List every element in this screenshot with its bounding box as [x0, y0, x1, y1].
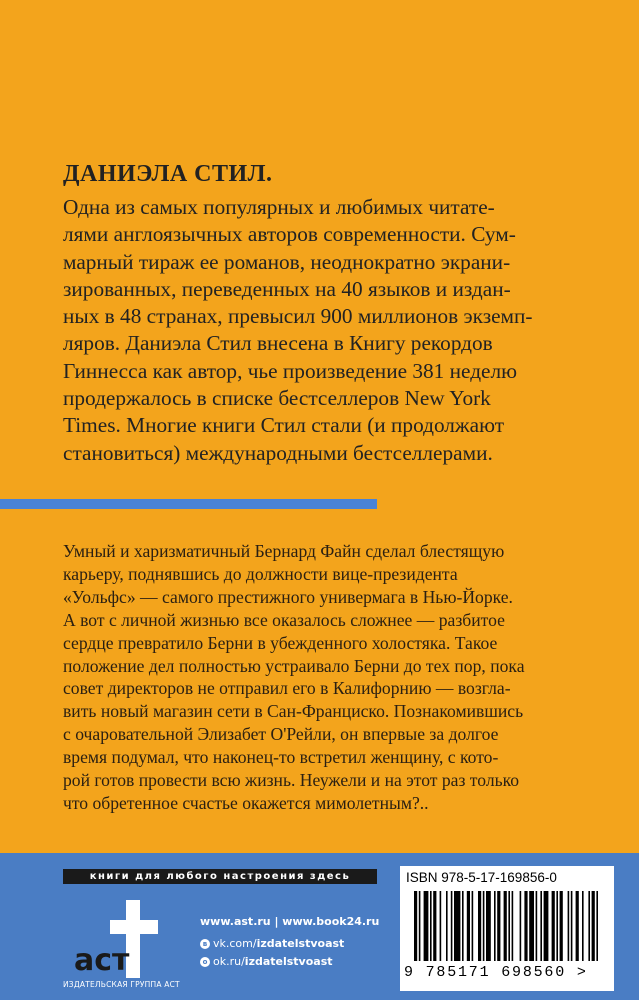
annotation-line: Умный и харизматичный Бернард Файн сделал блестящую — [63, 541, 505, 561]
bio-line: лями англоязычных авторов современности. Сум- — [63, 222, 516, 247]
bio-line: Одна из самых популярных и любимых читате- — [63, 195, 495, 219]
barcode-bar — [483, 891, 485, 961]
bio-line: продержалось в списке бестселлеров New York — [63, 386, 491, 411]
barcode-bar — [433, 891, 436, 961]
barcode-bar — [494, 891, 496, 961]
annotation-line: с очаровательной Элизабет О'Рейли, он впервые за долгое — [63, 724, 499, 745]
annotation-line: что обретенное счастье окажется мимолетным?.. — [63, 792, 429, 813]
barcode-bar — [544, 891, 549, 961]
annotation-line: сердце превратило Берни в убежденного холостяка. Такое — [63, 632, 498, 653]
annotation-line: время подумал, что наконец-то встретил женщину, с кото- — [63, 747, 499, 768]
barcode-bar — [440, 891, 442, 961]
tagline-banner: книги для любого настроения здесь — [63, 869, 377, 884]
barcode-bar — [576, 891, 579, 961]
ok-icon: о — [200, 957, 210, 967]
publisher-sites[interactable]: www.ast.ru | www.book24.ru — [200, 915, 380, 928]
author-block — [63, 158, 583, 467]
barcode-bar — [568, 891, 570, 961]
barcode-bar — [560, 891, 563, 961]
ok-link[interactable] — [200, 955, 333, 968]
annotation-line: вить новый магазин сети в Сан-Франциско. Познакомившись — [63, 701, 524, 722]
barcode-bar — [419, 891, 421, 961]
annotation-line: положение дел полностью устраивало Берни до тех пор, пока — [63, 655, 525, 676]
annotation-line: карьеру, поднявшись до должности вице-президента — [63, 563, 458, 584]
vk-icon: в — [200, 939, 210, 949]
barcode-bar — [552, 891, 555, 961]
barcode-bar — [424, 891, 429, 961]
bio-line: зированных, переведенных на 40 языков и издан- — [63, 276, 511, 301]
barcode-bar — [571, 891, 573, 961]
barcode-bar — [497, 891, 500, 961]
bio-line: Times. Многие книги Стил стали (и продолжают — [63, 413, 505, 438]
barcode-bar — [582, 891, 584, 961]
barcode-bar — [540, 891, 542, 961]
barcode-bar — [592, 891, 595, 961]
bio-line: Гиннесса как автор, чье произведение 381 неделю — [63, 358, 518, 383]
barcode-bar — [529, 891, 534, 961]
annotation-line: совет директоров не отправил его в Калифорнию — возгла- — [63, 678, 511, 699]
bio-line: ляров. Даниэла Стил внесена в Книгу рекордов — [63, 331, 493, 356]
barcode-bar — [520, 891, 522, 961]
logo-caption: ИЗДАТЕЛЬСКАЯ ГРУППА АСТ — [63, 980, 180, 989]
bio-line: становиться) международными бестселлерами. — [63, 440, 493, 465]
barcode-bar — [454, 891, 460, 961]
accent-divider — [0, 499, 377, 509]
author-bio — [63, 194, 583, 467]
ast-logo — [70, 898, 160, 990]
barcode-bar — [512, 891, 514, 961]
barcode-bar — [588, 891, 590, 961]
barcode-bar — [446, 891, 448, 961]
annotation-line: рой готов провести всю жизнь. Неужели и на этот раз только — [63, 770, 520, 791]
barcode-panel — [400, 866, 614, 991]
barcode-bar — [451, 891, 453, 961]
vk-prefix: vk.com/ — [213, 937, 257, 950]
barcode-bar — [414, 891, 417, 961]
barcode-bar — [472, 891, 474, 961]
barcode-bar — [504, 891, 507, 961]
barcode-bar — [462, 891, 464, 961]
barcode-number: 9 785171 698560 > — [404, 964, 588, 981]
barcode-bar — [536, 891, 538, 961]
annotation-line: А вот с личной жизнью все оказалось сложнее — разбитое — [63, 609, 505, 630]
barcode-bar — [556, 891, 558, 961]
ok-handle: izdatelstvoast — [244, 955, 333, 968]
barcode-bar — [524, 891, 527, 961]
logo-text: аст — [74, 943, 130, 978]
barcode-bar — [486, 891, 491, 961]
author-name: ДАНИЭЛА СТИЛ. — [63, 161, 273, 187]
barcode-bar — [467, 891, 470, 961]
barcode-bar — [430, 891, 432, 961]
bio-line: ных в 48 странах, превысил 900 миллионов экземп- — [63, 304, 533, 329]
barcode-bar — [478, 891, 481, 961]
book-annotation — [63, 540, 603, 815]
bio-line: марный тираж ее романов, неоднократно экрани- — [63, 249, 511, 274]
ok-prefix: ok.ru/ — [213, 955, 245, 968]
vk-handle: izdatelstvoast — [256, 937, 345, 950]
isbn-text: ISBN 978-5-17-169856-0 — [406, 870, 557, 885]
barcode-bar — [508, 891, 510, 961]
vk-link[interactable] — [200, 937, 344, 950]
barcode-bars — [408, 891, 606, 963]
barcode-bar — [596, 891, 598, 961]
annotation-line: «Уольфс» — самого престижного универмага в Нью-Йорке. — [63, 586, 513, 607]
